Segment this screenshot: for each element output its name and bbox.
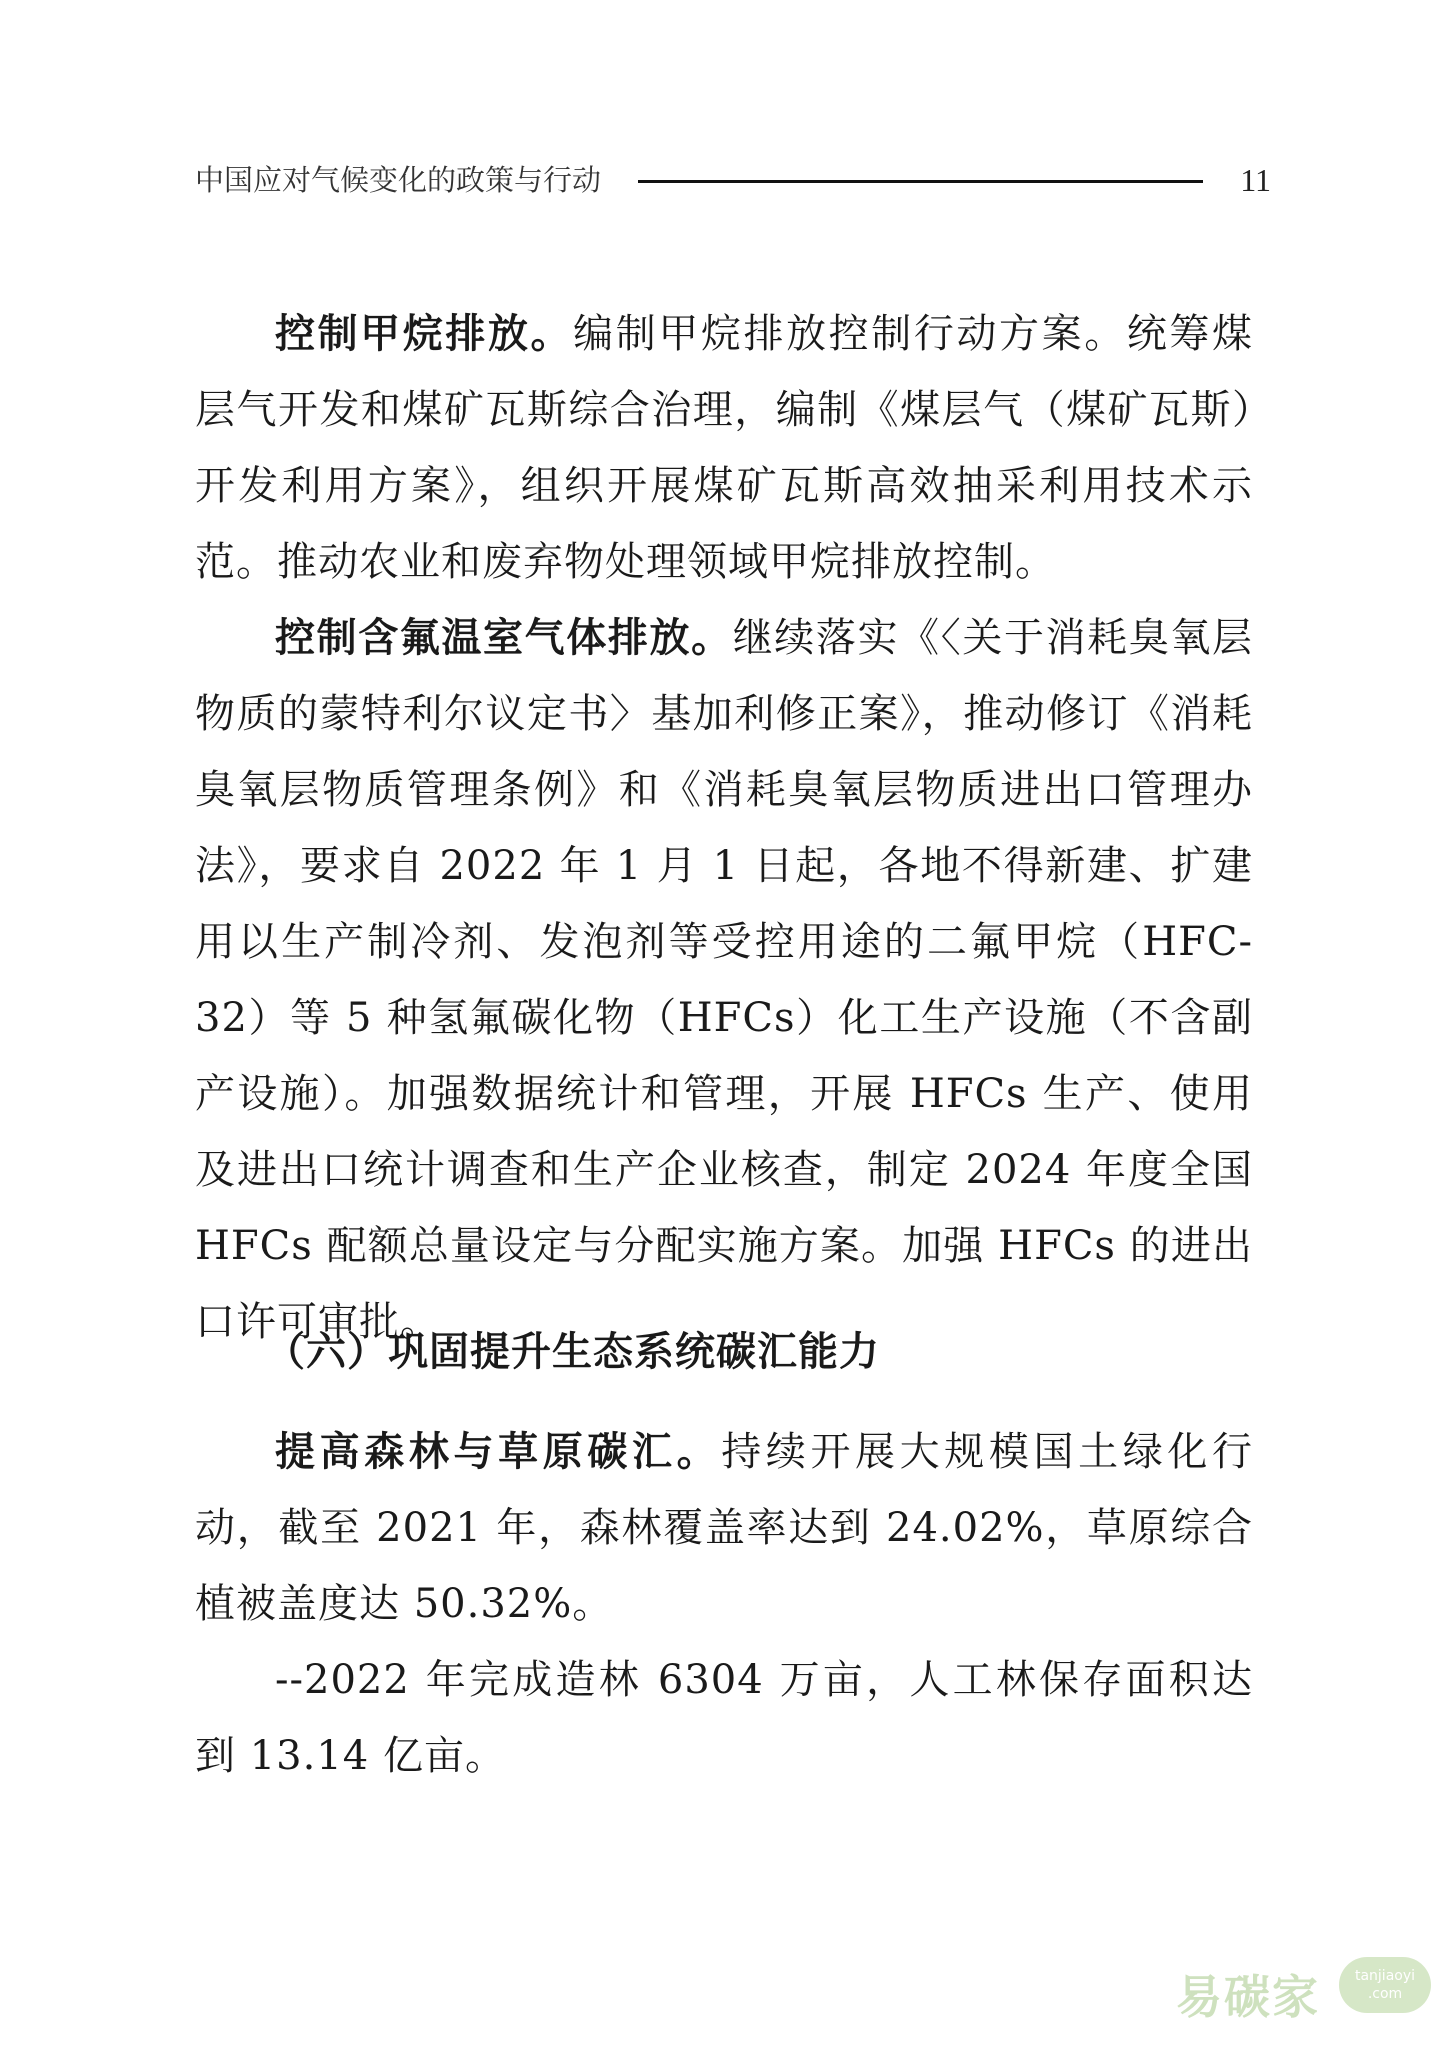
section-heading: （六）巩固提升生态系统碳汇能力 bbox=[265, 1329, 880, 1375]
page-number: 11 bbox=[1240, 162, 1271, 198]
paragraph-methane bbox=[195, 296, 1253, 600]
body-section-1 bbox=[195, 296, 1253, 1360]
paragraph-text: 持续开展大规模国土绿化行动，截至 2021 年，森林覆盖率达到 24.02%，草原综合植被盖度达 50.32%。 bbox=[195, 1429, 1254, 1627]
body-section-2 bbox=[195, 1414, 1253, 1794]
paragraph-afforestation bbox=[195, 1642, 1253, 1794]
header-rule bbox=[638, 180, 1203, 183]
watermark-badge-line1: tanjiaoyi bbox=[1354, 1968, 1416, 1984]
paragraph-lead: 控制甲烷排放。 bbox=[275, 311, 574, 357]
paragraph-text: 编制甲烷排放控制行动方案。统筹煤层气开发和煤矿瓦斯综合治理，编制《煤层气（煤矿瓦斯）开发利用方案》，组织开展煤矿瓦斯高效抽采利用技术示范。推动农业和废弃物处理领域甲烷排放控制。 bbox=[195, 311, 1254, 585]
watermark-badge-line2: .com bbox=[1367, 1986, 1403, 2002]
watermark-logo bbox=[1176, 1955, 1431, 2023]
paragraph-fluorinated-gases bbox=[195, 600, 1253, 1360]
paragraph-lead: 提高森林与草原碳汇。 bbox=[275, 1429, 722, 1475]
paragraph-forest-grassland bbox=[195, 1414, 1253, 1642]
paragraph-lead: 控制含氟温室气体排放。 bbox=[275, 615, 733, 661]
watermark-badge bbox=[1339, 1957, 1431, 2013]
running-header bbox=[195, 160, 1285, 200]
paragraph-text: --2022 年完成造林 6304 万亩，人工林保存面积达到 13.14 亿亩。 bbox=[195, 1657, 1253, 1779]
watermark-text: 易碳家 bbox=[1176, 1970, 1320, 2024]
header-title: 中国应对气候变化的政策与行动 bbox=[195, 163, 602, 197]
paragraph-text: 继续落实《〈关于消耗臭氧层物质的蒙特利尔议定书〉基加利修正案》，推动修订《消耗臭氧层物质管理条例》和《消耗臭氧层物质进出口管理办法》，要求自 2022 年 1 月 1 日起，各地不得新建、扩建用以生产制冷剂、发泡剂等受控用途的二氟甲烷（HFC-32）等 5 种氢氟碳化物（HFCs）化工生产设施（不含副产设施）。加强数据统计和管理，开展 HFCs 生产、使用及进出口统计调查和生产企业核查，制定 2024 年度全国 HFCs 配额总量设定与分配实施方案。加强 HFCs 的进出口许可审批。 bbox=[195, 615, 1254, 1345]
